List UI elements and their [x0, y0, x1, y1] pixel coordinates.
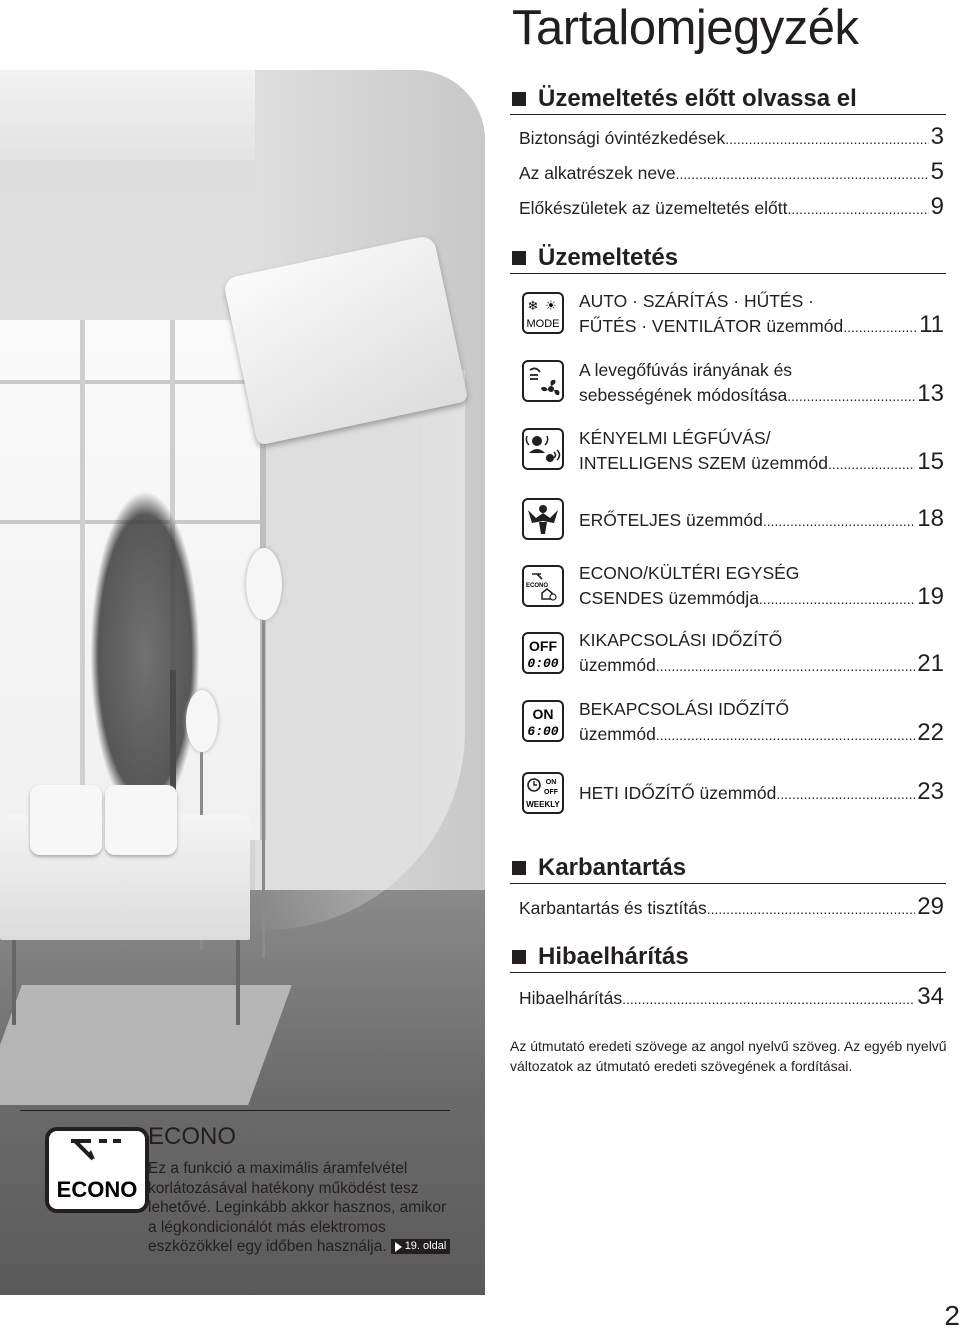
page-number: 22 [917, 719, 944, 746]
section-label: Üzemeltetés előtt olvassa el [538, 85, 857, 112]
toc-entry[interactable]: Előkészületek az üzemeltetés előtt ..... 9 [519, 195, 944, 221]
page-number: 9 [930, 193, 944, 220]
section-heading-before-use [510, 84, 946, 115]
airflow-fan-icon [522, 360, 564, 402]
off-timer-icon [522, 632, 564, 674]
svg-text:OFF: OFF [544, 789, 558, 796]
comfort-eye-icon [522, 428, 564, 470]
page-number: 19 [917, 583, 944, 610]
econo-info-box [20, 1110, 450, 1271]
svg-text:ECONO: ECONO [525, 583, 549, 589]
svg-text:❄: ❄ [527, 299, 539, 314]
play-arrow-icon [395, 1242, 402, 1252]
page-number: 11 [919, 311, 944, 338]
page-number: 5 [930, 158, 944, 185]
translation-note: Az útmutató eredeti szövege az angol nyelvű szöveg. Az egyéb nyelvű változatok az útmutató eredeti szövegének a fordításai. [510, 1038, 947, 1074]
toc-entry[interactable]: BEKAPCSOLÁSI IDŐZÍTŐ üzemmód ..... 22 [579, 697, 944, 747]
svg-text:☀: ☀ [545, 299, 557, 314]
page-number: 18 [917, 505, 944, 532]
section-label: Karbantartás [538, 854, 687, 881]
floor-lamp [246, 548, 282, 620]
floor-lamp [186, 690, 218, 752]
section-label: Üzemeltetés [538, 244, 679, 271]
page-number: 34 [917, 983, 944, 1010]
section-label: Hibaelhárítás [538, 943, 689, 970]
svg-text:WEEKLY: WEEKLY [526, 800, 560, 809]
page-number: 23 [917, 778, 944, 805]
toc-entry[interactable]: Az alkatrészek neve ..... 5 [519, 160, 944, 186]
toc-entry[interactable]: HETI IDŐZÍTŐ üzemmód ..... 23 [579, 780, 944, 806]
svg-text:0:00: 0:00 [527, 656, 559, 671]
toc-entry[interactable]: ECONO/KÜLTÉRI EGYSÉG CSENDES üzemmódja ..... 19 [579, 561, 944, 611]
section-heading-maintenance [510, 853, 946, 884]
toc-entry[interactable]: AUTO · SZÁRÍTÁS · HŰTÉS · FŰTÉS · VENTILÁTOR üzemmód ..... 11 [579, 289, 944, 339]
econo-title: ECONO [148, 1123, 237, 1150]
page-number-footer: 2 [944, 1300, 960, 1331]
svg-text:6:00: 6:00 [527, 724, 559, 739]
toc-entry[interactable]: KÉNYELMI LÉGFÚVÁS/ INTELLIGENS SZEM üzemmód ..... 15 [579, 426, 944, 476]
mode-icon [522, 292, 564, 334]
page-reference-link[interactable]: 19. oldal [391, 1239, 451, 1254]
econo-quiet-icon [522, 565, 564, 607]
page-number: 15 [917, 448, 944, 475]
toc-entry[interactable]: ERŐTELJES üzemmód ..... 18 [579, 507, 944, 533]
toc-entry[interactable]: KIKAPCSOLÁSI IDŐZÍTŐ üzemmód ..... 21 [579, 628, 944, 678]
on-timer-icon [522, 700, 564, 742]
page-number: 3 [930, 123, 944, 150]
svg-text:ON: ON [532, 706, 554, 722]
toc-entry[interactable]: A levegőfúvás irányának és sebességének módosítása ..... 13 [579, 358, 944, 408]
svg-text:OFF: OFF [529, 638, 557, 654]
section-heading-troubleshooting [510, 942, 946, 973]
econo-icon [45, 1127, 149, 1213]
page-number: 13 [917, 380, 944, 407]
svg-text:ECONO: ECONO [56, 1177, 138, 1202]
page-title: Tartalomjegyzék [512, 1, 859, 55]
weekly-timer-icon [522, 772, 564, 814]
svg-text:ON: ON [545, 779, 557, 786]
page-number: 21 [917, 650, 944, 677]
econo-description: Ez a funkció a maximális áramfelvétel korlátozásával hatékony működést tesz lehetővé. Leginkább akkor hasznos, amikor a légkondicionálót más elektromos eszközökkel egy időben használja. 19. oldal [148, 1159, 453, 1257]
toc-entry[interactable]: Hibaelhárítás ..... 34 [519, 985, 944, 1011]
page-number: 29 [917, 893, 944, 920]
toc-entry[interactable]: Biztonsági óvintézkedések ..... 3 [519, 125, 944, 151]
section-heading-operation [510, 243, 946, 274]
powerful-icon [522, 498, 564, 540]
svg-text:MODE: MODE [526, 318, 560, 330]
toc-entry[interactable]: Karbantartás és tisztítás ..... 29 [519, 895, 944, 921]
